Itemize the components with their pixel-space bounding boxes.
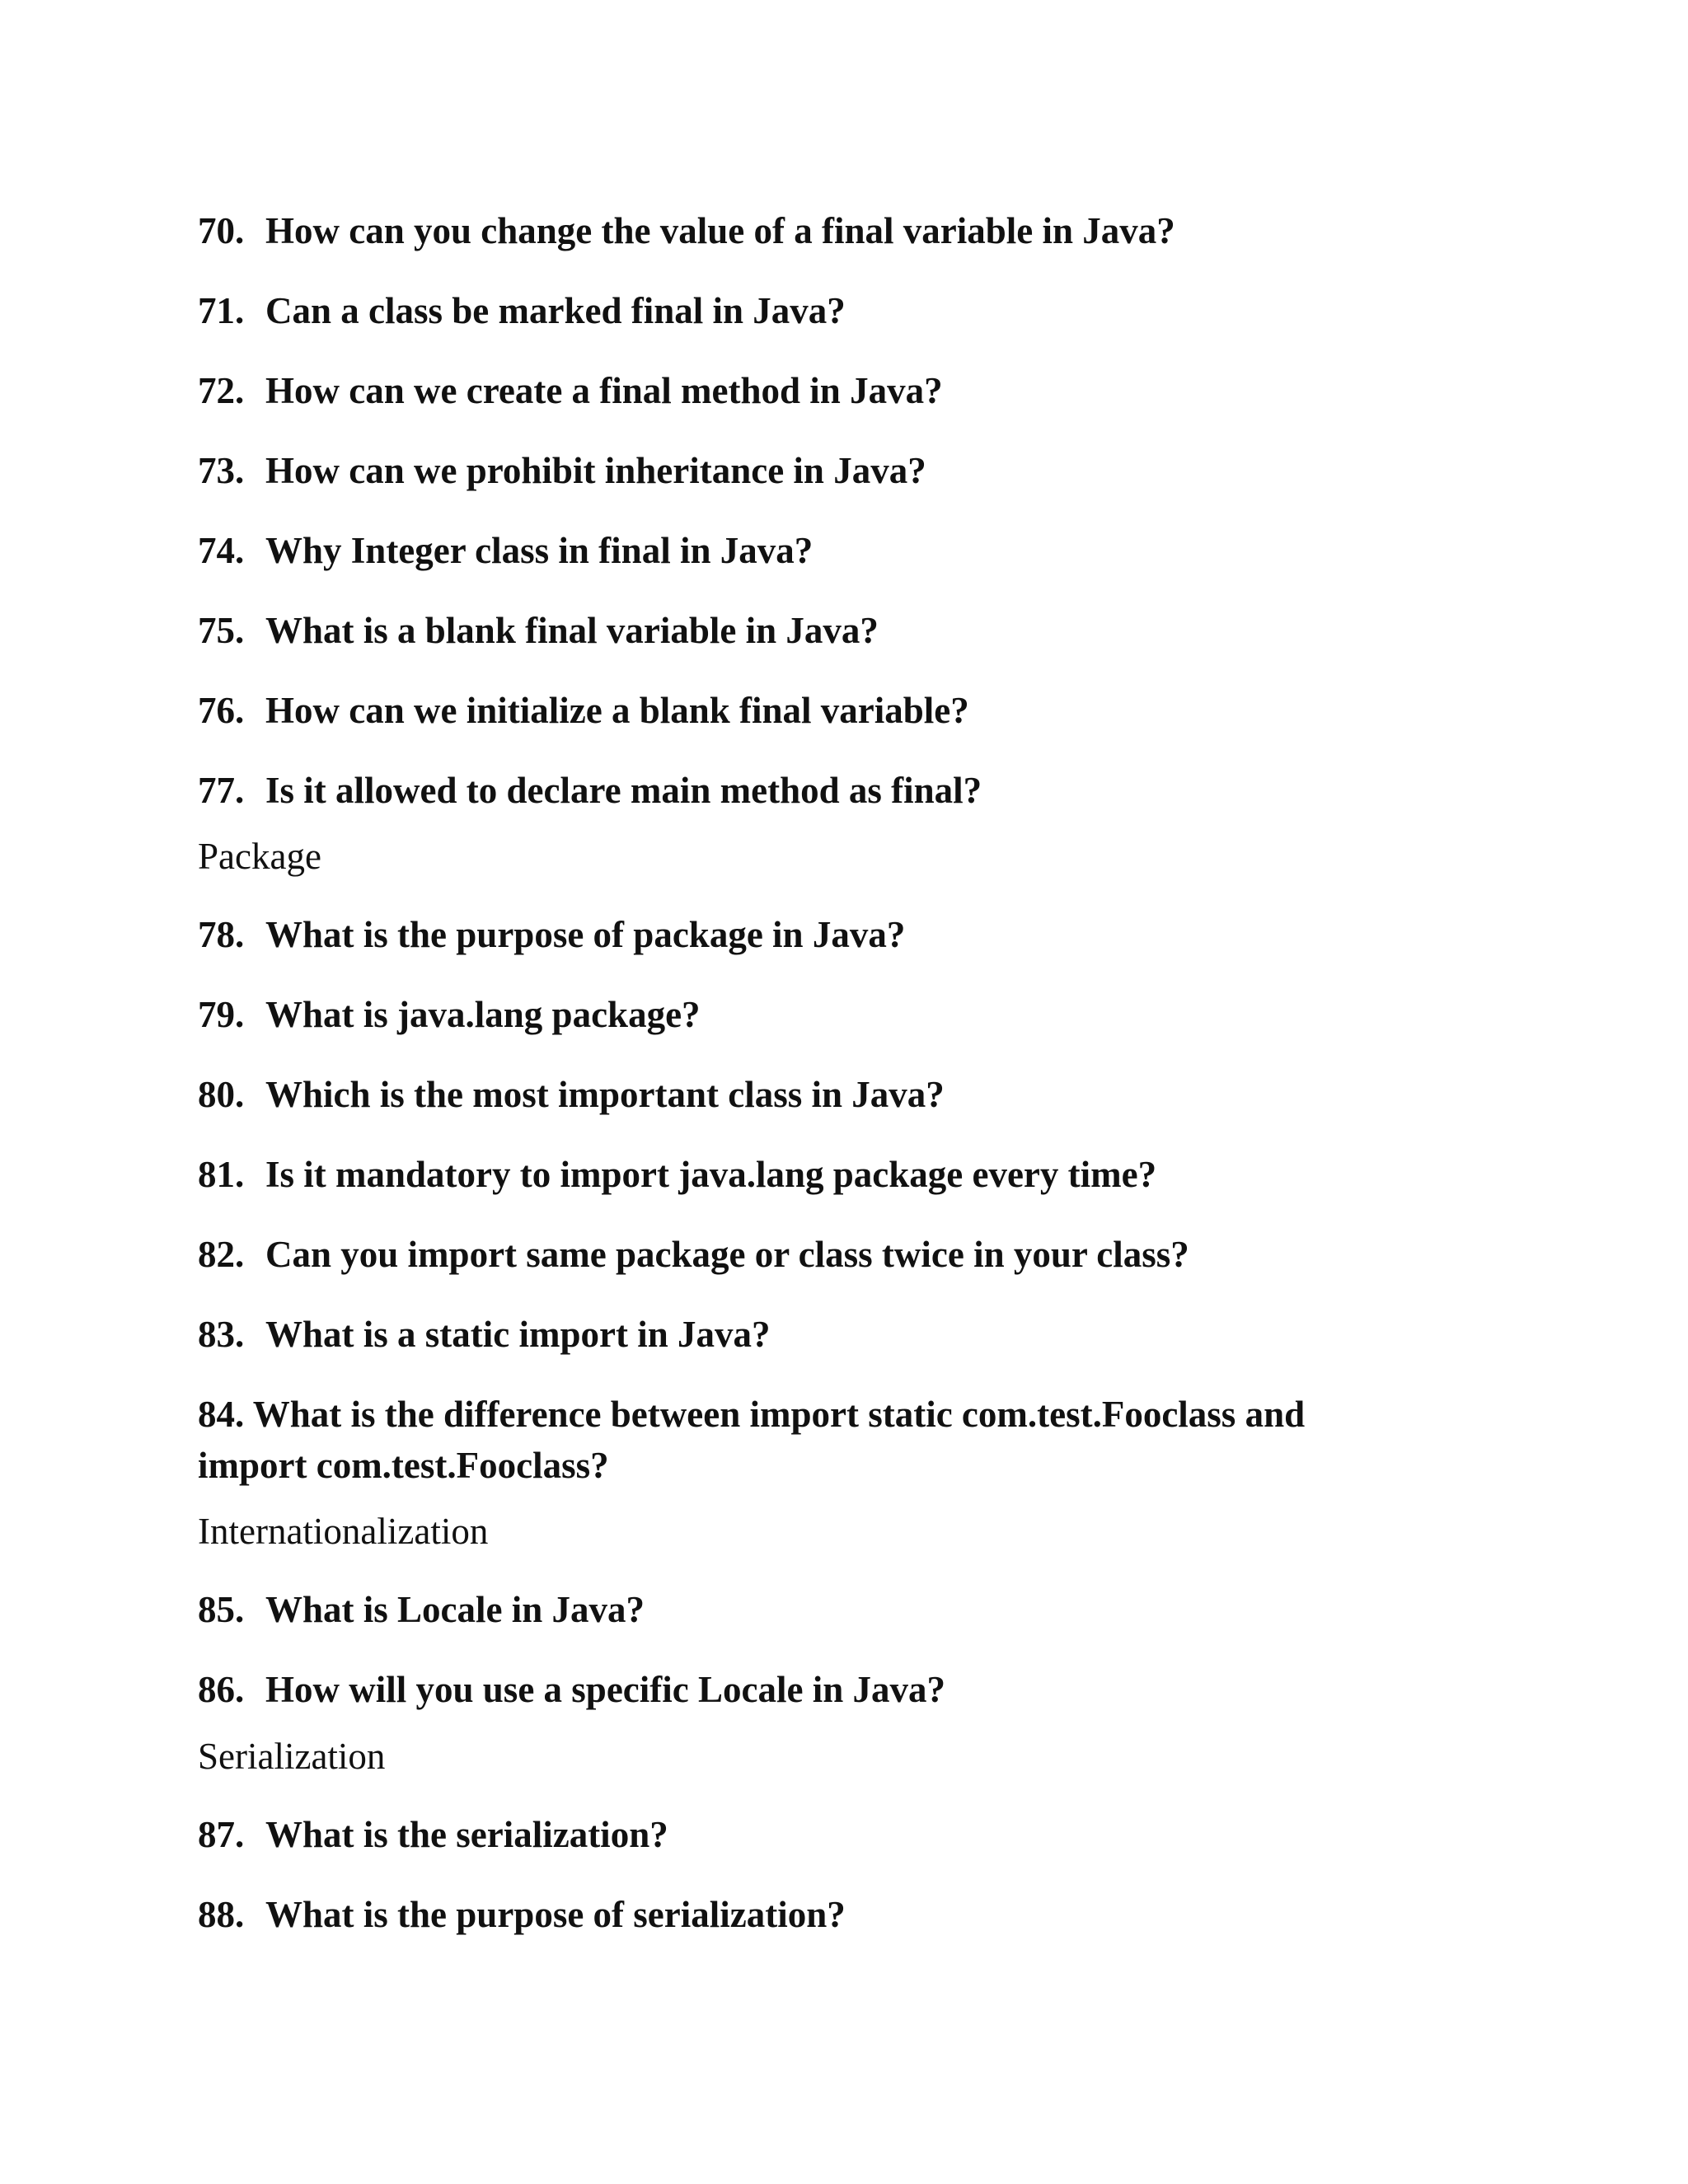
question-number: 74.: [198, 530, 245, 571]
question-81: [198, 1152, 1156, 1197]
question-number: 84.: [198, 1394, 245, 1435]
question-80: [198, 1072, 945, 1117]
question-text: How will you use a specific Locale in Java?: [265, 1669, 945, 1710]
question-number: 75.: [198, 610, 245, 651]
question-text: What is java.lang package?: [265, 994, 701, 1035]
question-text: How can we prohibit inheritance in Java?: [265, 450, 926, 491]
question-text: What is a blank final variable in Java?: [265, 610, 879, 651]
question-number: 70.: [198, 210, 245, 251]
question-text: What is the difference between import static com.test.Fooclass and: [252, 1394, 1306, 1435]
question-87: [198, 1812, 668, 1857]
section-heading-package: Package: [198, 836, 321, 877]
question-number: 77.: [198, 770, 245, 811]
question-text: Why Integer class in final in Java?: [265, 530, 814, 571]
question-number: 71.: [198, 290, 245, 331]
question-85: [198, 1587, 645, 1632]
question-74: [198, 528, 813, 573]
question-number: 80.: [198, 1074, 245, 1115]
question-text: What is the serialization?: [265, 1814, 668, 1855]
question-number: 83.: [198, 1314, 245, 1355]
question-text: Can a class be marked final in Java?: [265, 290, 846, 331]
question-75: [198, 608, 879, 653]
question-number: 87.: [198, 1814, 245, 1855]
question-number: 85.: [198, 1589, 245, 1630]
question-text: Is it mandatory to import java.lang package every time?: [265, 1154, 1157, 1195]
question-number: 88.: [198, 1894, 245, 1935]
question-number: 73.: [198, 450, 245, 491]
question-79: [198, 992, 701, 1037]
question-number: 78.: [198, 914, 245, 955]
question-text: How can we initialize a blank final variable?: [265, 690, 969, 731]
question-text: How can we create a final method in Java?: [265, 370, 943, 411]
question-86: [198, 1667, 945, 1712]
question-text: What is the purpose of package in Java?: [265, 914, 906, 955]
question-84: [198, 1392, 1305, 1436]
question-text: Can you import same package or class twice in your class?: [265, 1234, 1189, 1275]
question-70: [198, 209, 1175, 253]
question-84-continuation: import com.test.Fooclass?: [198, 1445, 609, 1486]
question-number: 72.: [198, 370, 245, 411]
question-number: 82.: [198, 1234, 245, 1275]
question-number: 81.: [198, 1154, 245, 1195]
question-text: What is the purpose of serialization?: [265, 1894, 846, 1935]
question-73: [198, 448, 926, 493]
section-heading-internationalization: Internationalization: [198, 1511, 489, 1552]
question-72: [198, 368, 943, 413]
question-88: [198, 1892, 846, 1937]
question-text: Which is the most important class in Java?: [265, 1074, 945, 1115]
question-text: How can you change the value of a final variable in Java?: [265, 210, 1175, 251]
question-text: Is it allowed to declare main method as final?: [265, 770, 982, 811]
section-heading-serialization: Serialization: [198, 1736, 386, 1777]
question-number: 86.: [198, 1669, 245, 1710]
question-83: [198, 1312, 771, 1357]
question-77: [198, 768, 982, 813]
question-number: 79.: [198, 994, 245, 1035]
question-text: What is Locale in Java?: [265, 1589, 645, 1630]
question-text: What is a static import in Java?: [265, 1314, 771, 1355]
question-71: [198, 288, 846, 333]
question-number: 76.: [198, 690, 245, 731]
question-76: [198, 688, 969, 733]
question-78: [198, 912, 905, 957]
question-82: [198, 1232, 1189, 1277]
